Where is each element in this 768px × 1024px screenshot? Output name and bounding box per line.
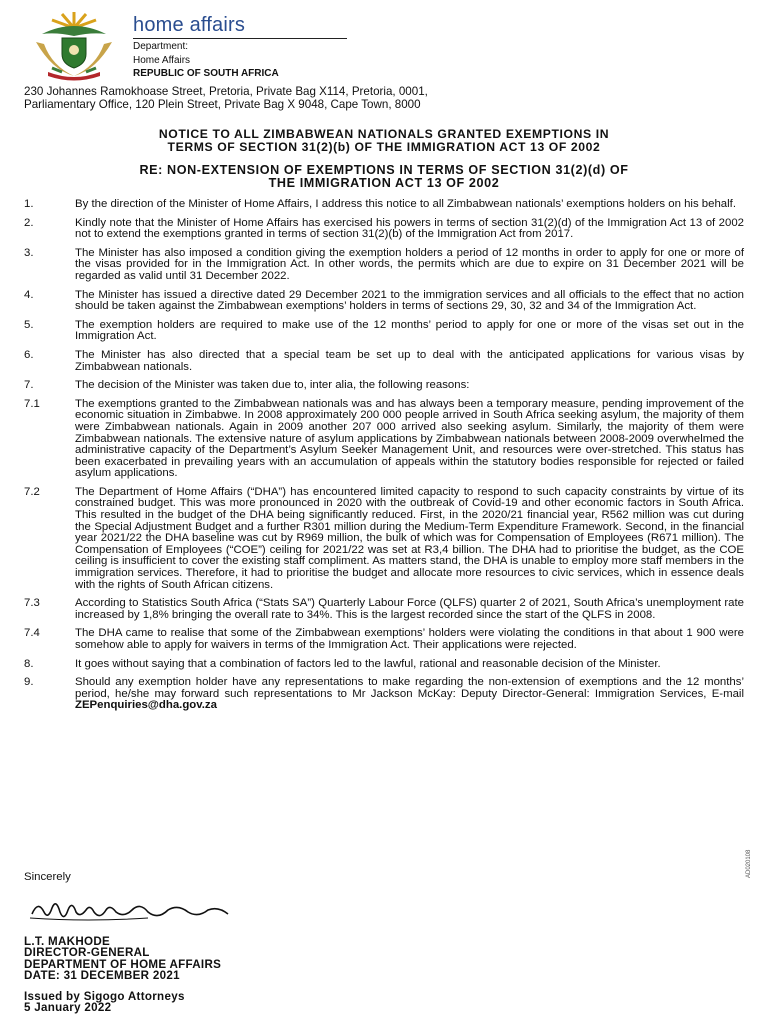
paragraph-number: 7.2 xyxy=(24,485,40,498)
paragraph-number: 4. xyxy=(24,288,34,301)
paragraph xyxy=(24,248,744,283)
paragraph-number: 7.4 xyxy=(24,627,40,640)
paragraph-number: 7.1 xyxy=(24,397,40,410)
paragraph xyxy=(24,290,744,313)
notice-title xyxy=(24,128,744,154)
brand-divider xyxy=(133,38,347,39)
notice-title-line: TERMS OF SECTION 31(2)(b) OF THE IMMIGRATION ACT 13 OF 2002 xyxy=(167,140,601,154)
brand-block xyxy=(133,14,347,80)
paragraph xyxy=(24,218,744,241)
paragraph xyxy=(24,350,744,373)
paragraph xyxy=(24,380,744,392)
paragraph-number: 1. xyxy=(24,198,34,210)
issued-by-block xyxy=(24,991,185,1014)
paragraph-number: 6. xyxy=(24,348,34,361)
address-line: 230 Johannes Ramokhoase Street, Pretoria, Private Bag X114, Pretoria, 0001, xyxy=(24,85,428,98)
paragraph xyxy=(24,677,744,712)
paragraph xyxy=(24,659,744,671)
paragraph-text: The Minister has also imposed a condition giving the exemption holders a period of 12 months in order to apply for one or more of the visas provided for in the Immigration Act. In other words, the permits which are due to expire on 31 December 2021 will be regarded as valid until 31 December 2022. xyxy=(75,246,744,282)
paragraph-number: 7. xyxy=(24,379,34,392)
paragraph-text xyxy=(75,677,744,712)
re-title xyxy=(24,164,744,190)
letterhead xyxy=(22,8,352,78)
paragraph-text: By the direction of the Minister of Home Affairs, I address this notice to all Zimbabwean nationals’ exemptions holders on his behalf. xyxy=(75,198,737,210)
paragraph xyxy=(24,598,744,621)
paragraph-text: The DHA came to realise that some of the Zimbabwean exemptions’ holders were violating the conditions in that about 1 900 were somehow able to apply for waivers in terms of the Immigration Act. Their applications were rejected. xyxy=(75,627,744,651)
signatory-title: DIRECTOR-GENERAL xyxy=(24,946,150,960)
address-block xyxy=(24,86,744,111)
paragraph-number: 5. xyxy=(24,318,34,331)
signatory-department: DEPARTMENT OF HOME AFFAIRS xyxy=(24,957,222,971)
signatory-date: DATE: 31 DECEMBER 2021 xyxy=(24,969,180,983)
paragraph-text: It goes without saying that a combination of factors led to the lawful, rational and reasonable decision of the Minister. xyxy=(75,657,661,670)
issued-by-line: Issued by Sigogo Attorneys xyxy=(24,990,185,1003)
paragraph xyxy=(24,628,744,651)
paragraph-number: 9. xyxy=(24,676,34,689)
paragraph xyxy=(24,199,744,211)
address-line: Parliamentary Office, 120 Plein Street, Private Bag X 9048, Cape Town, 8000 xyxy=(24,97,421,111)
paragraph-text: According to Statistics South Africa (“Stats SA”) Quarterly Labour Force (QLFS) quarter 2 of 2021, South Africa’s unemployment rate increased by 1,8% bringing the overall rate to 34%. This is the largest recorded since the start of the QLFS in 2008. xyxy=(75,597,744,621)
notice-title-line: NOTICE TO ALL ZIMBABWEAN NATIONALS GRANTED EXEMPTIONS IN xyxy=(158,127,610,141)
reference-code: AD020108 xyxy=(746,849,752,878)
department-name: home affairs xyxy=(133,14,246,36)
paragraph-number: 3. xyxy=(24,246,34,259)
paragraph-text: The exemptions granted to the Zimbabwean nationals was and has always been a temporary measure, pending improvement of the economic situation in Zimbabwe. In 2008 approximately 200 000 people arrived in South Africa seeking asylum, the majority of them were Zimbabwean nationals. Again in 2009 another 207 000 arrived also seeking asylum. Similarly, the majority of them were Zimbabwean nationals. The extensive nature of asylum applications by Zimbabwean nationals between 2008-2009 overwhelmed the administrative capacity of the Department’s Asylum Seeker Management Unit, and resources were over-stretched. This status has been exacerbated in prevailing years with an accumulation of appeals within the statutory bodies responsible for rejected or failed asylum applications. xyxy=(75,397,744,480)
contact-email-link[interactable]: ZEPenquiries@dha.gov.za xyxy=(75,699,217,712)
notice-body xyxy=(24,199,744,719)
paragraph-text-body: Should any exemption holder have any representations to make regarding the non-extension of exemptions and the 12 months’ period, he/she may forward such representations to Mr Jackson McKay: Deputy Director-General: Immigration Services, E-mail xyxy=(75,676,744,700)
signatory-block xyxy=(24,936,221,982)
paragraph-text: The Minister has issued a directive dated 29 December 2021 to the immigration services and all officials to the effect that no action should be taken against the Zimbabwean exemptions’ holders in terms of sections 29, 30, 32 and 34 of the Immigration Act. xyxy=(75,288,744,313)
closing-salutation: Sincerely xyxy=(24,871,71,883)
paragraph xyxy=(24,399,744,480)
re-title-line: RE: NON-EXTENSION OF EXEMPTIONS IN TERMS OF SECTION 31(2)(d) OF xyxy=(139,163,629,177)
paragraph-text: Kindly note that the Minister of Home Affairs has exercised his powers in terms of section 31(2)(d) of the Immigration Act 13 of 2002 not to extend the exemptions granted in terms of section 31(2)(b) of the Immigration Act from 2017. xyxy=(75,216,744,241)
paragraph-text: The Department of Home Affairs (“DHA”) has encountered limited capacity to respond to such capacity constraints by virtue of its constrained budget. This was more pronounced in 2020 with the outbreak of Covid-19 and other economic factors in South Africa. This resulted in the budget of the DHA being significantly reduced. First, in the 2020/21 financial year, R562 million was cut during the Special Adjustment Budget and a further R301 million during the Medium-Term Expenditure Framework. Second, in the financial year 2021/22 the DHA baseline was cut by R969 million, the bulk of which was for Compensation of Employees (R671 million). The Compensation of Employees (“COE”) ceiling for 2021/22 was set at R3,4 billion. The DHA had to prioritise the budget, as the COE ceiling is insufficient to cover the existing staff compliment. As matters stand, the DHA is unable to employ more staff members in the immigration services. Therefore, it had to prioritise the budget and allocate more resources to civic services, which in essence deals with the rights of South African citizens. xyxy=(75,485,744,591)
paragraph-text: The decision of the Minister was taken due to, inter alia, the following reasons: xyxy=(75,379,470,392)
paragraph-number: 8. xyxy=(24,657,34,670)
re-title-line: THE IMMIGRATION ACT 13 OF 2002 xyxy=(268,176,500,190)
paragraph-text: The Minister has also directed that a special team be set up to deal with the anticipated applications for various visas by Zimbabwean nationals. xyxy=(75,348,744,373)
country-name: REPUBLIC OF SOUTH AFRICA xyxy=(133,68,279,79)
signature-icon xyxy=(28,888,233,930)
department-label: Department: xyxy=(133,41,189,52)
issued-date: 5 January 2022 xyxy=(24,1001,112,1015)
coat-of-arms-icon xyxy=(22,10,126,82)
signatory-name: L.T. MAKHODE xyxy=(24,935,111,948)
paragraph xyxy=(24,320,744,343)
paragraph-number: 2. xyxy=(24,216,34,229)
department-sublabel: Home Affairs xyxy=(133,54,191,66)
paragraph xyxy=(24,487,744,591)
paragraph-number: 7.3 xyxy=(24,597,40,610)
paragraph-text: The exemption holders are required to make use of the 12 months’ period to apply for one or more of the visas set out in the Immigration Act. xyxy=(75,318,744,343)
